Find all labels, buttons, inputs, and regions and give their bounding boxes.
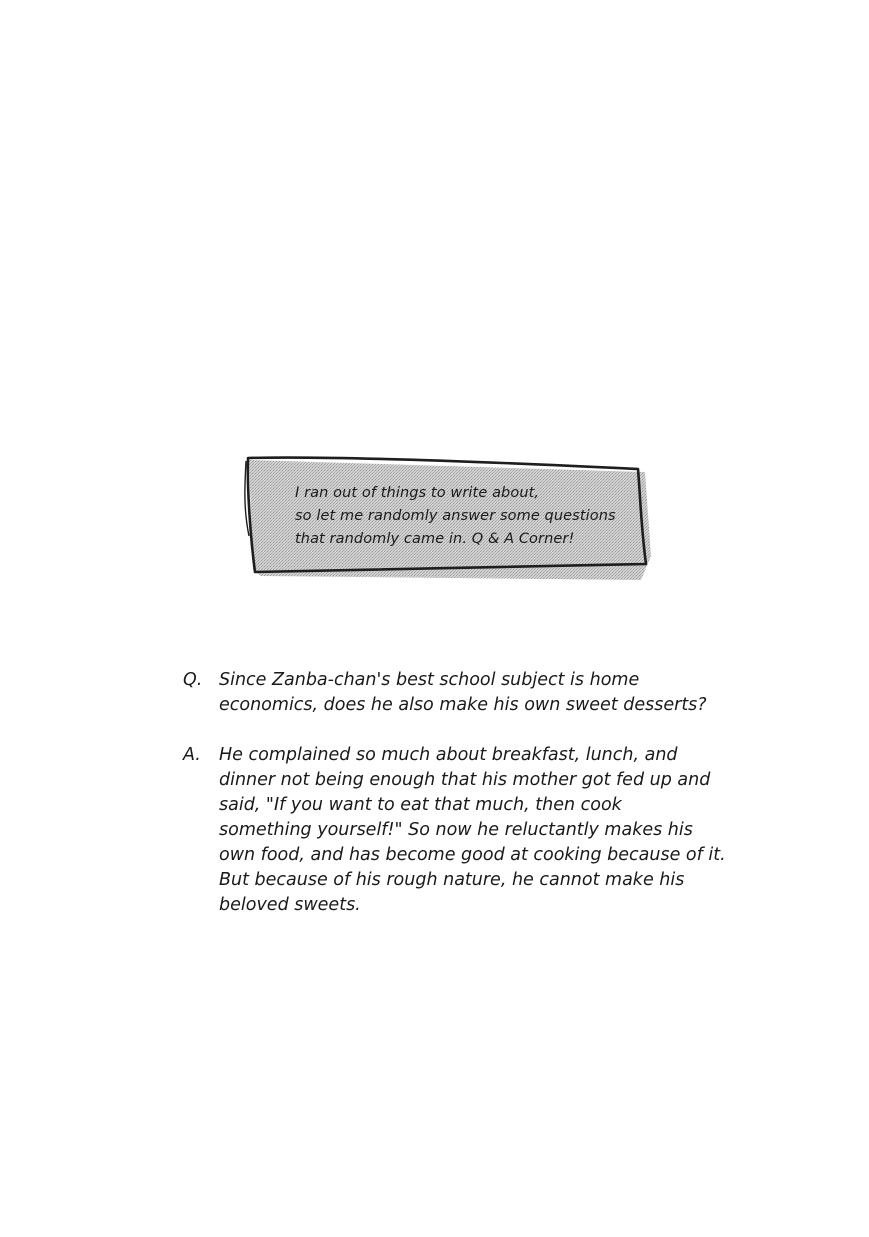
question-line: economics, does he also make his own sweet desserts? (219, 695, 707, 715)
answer-text (219, 743, 743, 918)
answer-line: something yourself!" So now he reluctantly makes his (219, 820, 693, 840)
question-text (219, 668, 743, 718)
answer-block (183, 743, 743, 918)
answer-line: beloved sweets. (219, 895, 361, 915)
intro-note-line: so let me randomly answer some questions (295, 508, 616, 524)
answer-line: dinner not being enough that his mother got fed up and (219, 770, 711, 790)
answer-line: He complained so much about breakfast, lunch, and (219, 745, 678, 765)
intro-note-text (295, 482, 635, 551)
question-line: Since Zanba-chan's best school subject is home (219, 670, 640, 690)
question-block (183, 668, 743, 718)
intro-note-box (243, 452, 653, 580)
intro-note-line: that randomly came in. Q & A Corner! (295, 531, 575, 547)
answer-line: own food, and has become good at cooking because of it. (219, 845, 726, 865)
answer-marker: A. (183, 745, 201, 765)
question-marker: Q. (183, 670, 203, 690)
answer-line: But because of his rough nature, he cannot make his (219, 870, 685, 890)
answer-line: said, "If you want to eat that much, then cook (219, 795, 622, 815)
intro-note-line: I ran out of things to write about, (295, 485, 540, 501)
